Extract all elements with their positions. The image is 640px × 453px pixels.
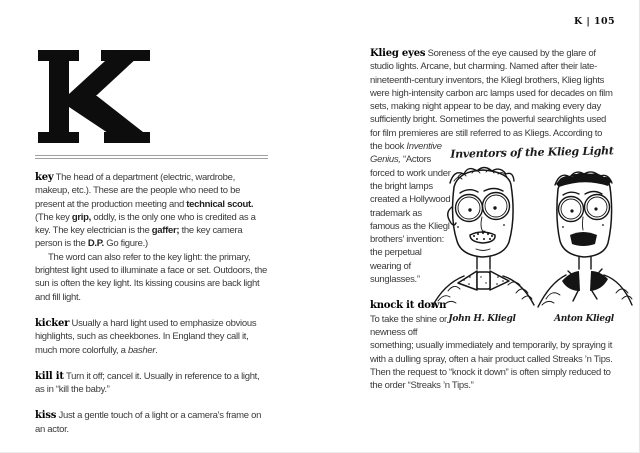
headword-kiss: kiss — [35, 410, 57, 422]
entry-knock-it-down: knock it down To take the shine or newness off something; usually immediately and temporarily, by spraying it with a dulling spray, often a hair product called Streaks ’n Tips. Then the request to “knock it down” is often simply reduced to the order “Streaks ’n Tips.” — [370, 300, 613, 392]
entry-key-text: The head of a department (electric, wardrobe, makeup, etc.). These are the people who need to be present at the production meeting and — [35, 172, 241, 210]
anton-kliegl-drawing — [538, 172, 632, 307]
headword-kicker: kicker — [35, 317, 70, 329]
right-column — [370, 47, 616, 405]
entry-klieg-eyes: Klieg eyes Soreness of the eye caused by the glare of studio lights. Arcane, but charming. Named after their late-nineteenth-century inventors, the Kliegl brothers, Klieg lights were high-intensity carbon arc lamps used for decades on film sets, making night appear to be day, and making every day sufficiently bright. Sometimes the powerful searchlights used for film premieres are Inventors of the Klieg Light John H. Kliegl Anton Kliegl still referred to as Kliegs. According to the book Inventive Genius, “Actors forced to work under the bright lamps created a Hollywood trademark as famous as the Kliegl brothers’ invention: the perpetual wearing of sunglasses.” — [370, 47, 616, 286]
section-divider-rule — [35, 155, 268, 159]
headword-knock-it-down: knock it down — [370, 300, 447, 312]
drop-cap-k — [38, 50, 150, 143]
kliegl-brothers-illustration — [448, 143, 616, 326]
entry-kiss: kiss Just a gentle touch of a light or a camera’s frame on an actor. — [35, 410, 262, 435]
headword-key: key — [35, 172, 54, 183]
entry-kill-it: kill it Turn it off; cancel it. Usually in reference to a light, as in “kill the baby.” — [35, 370, 260, 396]
kliegl-illustration-drawing — [422, 143, 634, 329]
illustration-title: Inventors of the Klieg Light — [450, 144, 614, 161]
label-john-kliegl: John H. Kliegl — [448, 314, 516, 325]
john-kliegl-drawing — [432, 168, 534, 308]
headword-klieg-eyes: Klieg eyes — [370, 48, 426, 59]
entry-key-continued: The word can also refer to the key light: the primary, brightest light used to illuminate a face or set. Outdoors, the sun is often the key light. Its kissing cousins are back light and fill light. — [35, 251, 267, 303]
page-number: K | 105 — [574, 16, 615, 27]
headword-kill-it: kill it — [35, 370, 64, 382]
left-column — [35, 0, 268, 449]
label-anton-kliegl: Anton Kliegl — [554, 314, 614, 325]
entry-kicker: kicker Usually a hard light used to emphasize obvious highlights, such as cheekbones. In England they call it, much more colorfully, a basher. — [35, 317, 257, 356]
left-entries — [35, 171, 268, 436]
entry-key: key The head of a department (electric, wardrobe, makeup, etc.). These are the people who need to be present at the production meeting and technical scout. (The key grip, oddly, is the only one who is credited as a key. The key electrician is the gaffer; the key camera person is the D.P. Go figure.) — [35, 172, 256, 250]
